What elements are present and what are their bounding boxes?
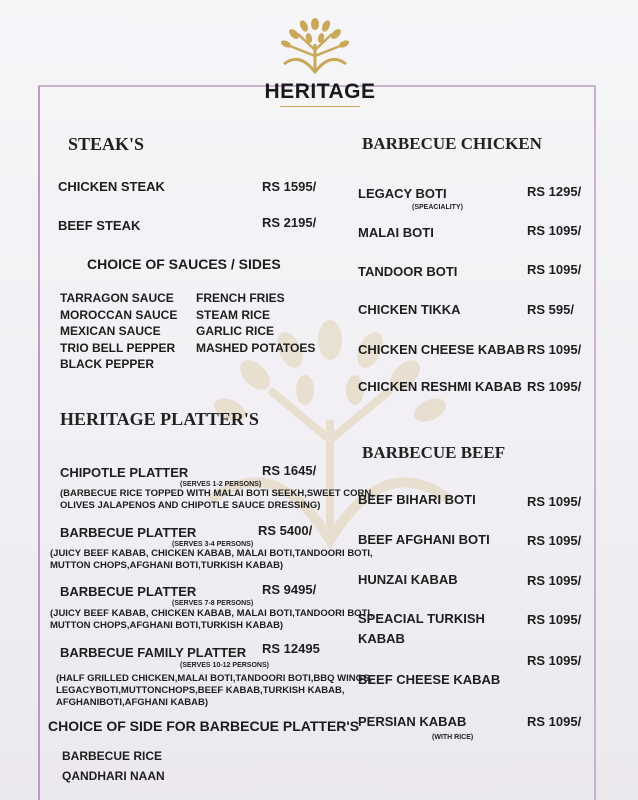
- platter-sides-list: [62, 746, 165, 786]
- menu-item-price: RS 595/: [527, 302, 574, 317]
- bbq-chicken-heading: BARBECUE CHICKEN: [362, 134, 542, 153]
- sauce-item: TRIO BELL PEPPER: [60, 340, 176, 355]
- platter-price: RS 5400/: [258, 523, 313, 538]
- sauces-heading: CHOICE OF SAUCES / SIDES: [87, 256, 281, 272]
- menu-item-name: MALAI BOTI: [358, 225, 434, 240]
- platter-desc: MUTTON CHOPS,AFGHANI BOTI,TURKISH KABAB): [50, 620, 284, 631]
- menu-item-name: BEEF AFGHANI BOTI: [358, 532, 490, 547]
- beef-steak-price: RS 2195/: [262, 215, 317, 230]
- platter-serves: (SERVES 1-2 PERSONS): [180, 481, 262, 488]
- menu-item-price: RS 1095/: [527, 612, 582, 627]
- platter-price: RS 9495/: [262, 582, 317, 597]
- menu-item-name: SPEACIAL TURKISH: [358, 611, 485, 626]
- platter-name: CHIPOTLE PLATTER: [60, 465, 189, 480]
- sauce-item: TARRAGON SAUCE: [60, 291, 174, 305]
- platter-side-item: BARBECUE RICE: [62, 749, 163, 763]
- side-item: GARLIC RICE: [196, 324, 274, 338]
- side-item: MASHED POTATOES: [196, 340, 316, 355]
- sauces-left-list: [60, 290, 177, 373]
- steaks-heading: STEAK'S: [68, 134, 145, 154]
- menu-item-price: RS 1095/: [527, 223, 582, 238]
- sauce-item: BLACK PEPPER: [60, 357, 155, 371]
- brand-name: HERITAGE: [264, 80, 376, 103]
- platter-serves: (SERVES 7-8 PERSONS): [172, 600, 254, 607]
- menu-item-name: CHICKEN TIKKA: [358, 302, 461, 317]
- platter-desc: MUTTON CHOPS,AFGHANI BOTI,TURKISH KABAB): [50, 560, 284, 571]
- side-item: STEAM RICE: [196, 307, 271, 322]
- menu-item-price: RS 1295/: [527, 184, 582, 199]
- side-item: FRENCH FRIES: [196, 291, 285, 305]
- platter-serves: (SERVES 3-4 PERSONS): [172, 541, 254, 548]
- platter-name: BARBECUE PLATTER: [60, 525, 197, 540]
- platters-heading: HERITAGE PLATTER'S: [60, 409, 259, 429]
- sauce-item: MOROCCAN SAUCE: [60, 307, 178, 322]
- chicken-steak-price: RS 1595/: [262, 179, 317, 194]
- menu-item-name: LEGACY BOTI: [358, 186, 447, 201]
- platter-name: BARBECUE FAMILY PLATTER: [60, 645, 247, 660]
- platter-serves: (SERVES 10-12 PERSONS): [180, 662, 269, 669]
- platter-desc: OLIVES JALAPENOS AND CHIPOTLE SAUCE DRESSING): [60, 500, 321, 511]
- menu-item-name: BEEF CHEESE KABAB: [358, 672, 501, 687]
- menu-item-price: RS 1095/: [527, 379, 582, 394]
- platter-desc: (JUICY BEEF KABAB, CHICKEN KABAB, MALAI BOTI,TANDOORI BOTI,: [50, 608, 373, 619]
- brand-underline: [280, 106, 360, 107]
- menu-item-price: RS 1095/: [527, 533, 582, 548]
- platter-name: BARBECUE PLATTER: [60, 584, 197, 599]
- platter-desc: (BARBECUE RICE TOPPED WITH MALAI BOTI SEEKH,SWEET CORN,: [60, 488, 374, 499]
- menu-item-name: CHICKEN CHEESE KABAB: [358, 342, 525, 357]
- menu-item-name: PERSIAN KABAB: [358, 714, 467, 729]
- menu-item-price: RS 1095/: [527, 653, 582, 668]
- menu-item-price: RS 1095/: [527, 573, 582, 588]
- beef-steak-name: BEEF STEAK: [58, 218, 141, 233]
- menu-item-note: (SPEACIALITY): [412, 204, 463, 211]
- heritage-tree-logo-icon: [276, 14, 354, 76]
- sauces-right-list: [196, 290, 315, 356]
- platter-price: RS 1645/: [262, 463, 317, 478]
- bbq-beef-heading: BARBECUE BEEF: [362, 443, 506, 462]
- platter-side-item: QANDHARI NAAN: [62, 769, 165, 783]
- chicken-steak-name: CHICKEN STEAK: [58, 179, 165, 194]
- menu-item-name: HUNZAI KABAB: [358, 572, 458, 587]
- menu-item-name: CHICKEN RESHMI KABAB: [358, 379, 522, 394]
- platter-price: RS 12495: [262, 641, 320, 656]
- menu-item-name: BEEF BIHARI BOTI: [358, 492, 476, 507]
- menu-item-price: RS 1095/: [527, 494, 582, 509]
- menu-item-name-line2: KABAB: [358, 631, 405, 646]
- menu-item-price: RS 1095/: [527, 262, 582, 277]
- platter-desc: LEGACYBOTI,MUTTONCHOPS,BEEF KABAB,TURKISH KABAB,: [56, 685, 345, 696]
- platter-sides-heading: CHOICE OF SIDE FOR BARBECUE PLATTER'S: [48, 718, 360, 734]
- platter-desc: (HALF GRILLED CHICKEN,MALAI BOTI,TANDOORI BOTI,BBQ WINGS,: [56, 673, 372, 684]
- menu-item-note: (WITH RICE): [432, 734, 474, 741]
- menu-item-name: TANDOOR BOTI: [358, 264, 458, 279]
- platter-desc: (JUICY BEEF KABAB, CHICKEN KABAB, MALAI BOTI,TANDOORI BOTI,: [50, 548, 373, 559]
- platter-desc: AFGHANIBOTI,AFGHANI KABAB): [56, 697, 208, 708]
- menu-item-price: RS 1095/: [527, 714, 582, 729]
- sauce-item: MEXICAN SAUCE: [60, 324, 161, 338]
- menu-item-price: RS 1095/: [527, 342, 582, 357]
